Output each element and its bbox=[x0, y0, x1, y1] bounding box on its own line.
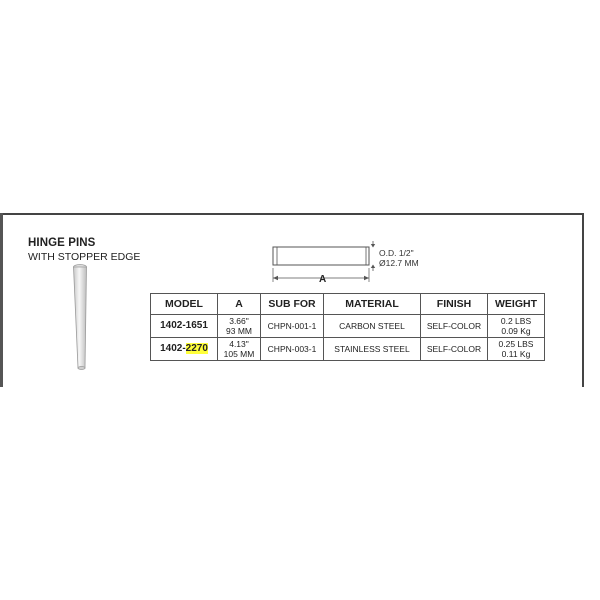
frame-left-edge bbox=[0, 213, 3, 387]
model-cell bbox=[151, 338, 218, 361]
a-imperial: 3.66" bbox=[229, 316, 249, 326]
a-cell bbox=[218, 338, 261, 361]
col-a-header: A bbox=[218, 294, 261, 315]
weight-metric: 0.11 Kg bbox=[501, 349, 531, 359]
weight-cell bbox=[488, 338, 545, 361]
od-imperial-label: O.D. 1/2" bbox=[379, 248, 414, 258]
material-cell: STAINLESS STEEL bbox=[324, 338, 421, 361]
model-number-highlight: 2270 bbox=[185, 343, 208, 354]
weight-metric: 0.09 Kg bbox=[501, 326, 531, 336]
pin-body-outline bbox=[273, 247, 369, 265]
col-finish-header: FINISH bbox=[421, 294, 488, 315]
model-number-prefix: 1402- bbox=[160, 343, 186, 354]
model-cell bbox=[151, 315, 218, 338]
material-cell: CARBON STEEL bbox=[324, 315, 421, 338]
hinge-pin-image bbox=[60, 262, 100, 374]
a-imperial: 4.13" bbox=[229, 339, 249, 349]
weight-imperial: 0.2 LBS bbox=[500, 316, 532, 326]
spec-table bbox=[150, 293, 545, 361]
col-sub-for-header: SUB FOR bbox=[261, 294, 324, 315]
table-row bbox=[151, 338, 545, 361]
weight-cell bbox=[488, 315, 545, 338]
weight-imperial: 0.25 LBS bbox=[498, 339, 534, 349]
sub-for-cell: CHPN-003-1 bbox=[261, 338, 324, 361]
finish-cell: SELF-COLOR bbox=[421, 315, 488, 338]
col-material-header: MATERIAL bbox=[324, 294, 421, 315]
product-title: HINGE PINS bbox=[28, 237, 96, 249]
col-model-header: MODEL bbox=[151, 294, 218, 315]
product-subtitle: WITH STOPPER EDGE bbox=[28, 251, 141, 263]
col-weight-header: WEIGHT bbox=[488, 294, 545, 315]
a-metric: 93 MM bbox=[226, 326, 252, 336]
sub-for-cell: CHPN-001-1 bbox=[261, 315, 324, 338]
table-row bbox=[151, 315, 545, 338]
od-metric-label: Ø12.7 MM bbox=[379, 258, 419, 268]
a-metric: 105 MM bbox=[223, 349, 255, 359]
a-cell bbox=[218, 315, 261, 338]
table-header-row bbox=[151, 294, 545, 315]
finish-cell: SELF-COLOR bbox=[421, 338, 488, 361]
length-a-label: A bbox=[319, 274, 327, 285]
model-number: 1402-1651 bbox=[160, 320, 208, 331]
